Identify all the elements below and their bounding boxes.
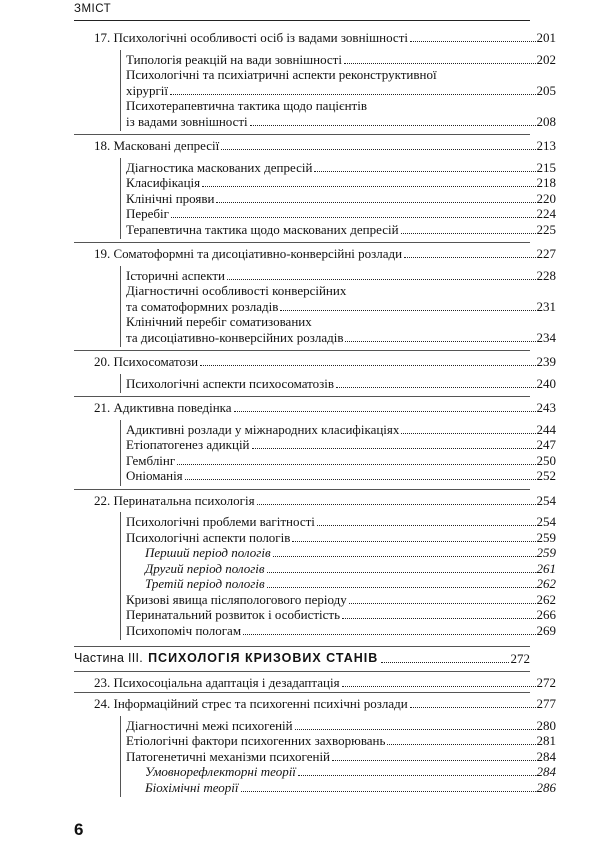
dot-leader: [273, 556, 536, 557]
entry-title: Перинатальний розвиток і особистість: [126, 607, 341, 622]
entry-title: Умовнорефлекторні теорії: [145, 764, 296, 779]
entry-title: Патогенетичні механізми психогеній: [126, 748, 331, 764]
section-entry: [126, 749, 556, 764]
section-entry: [126, 376, 556, 391]
dot-leader: [342, 686, 536, 687]
entry-title: Історичні аспекти: [126, 267, 225, 283]
page-ref: 250: [536, 452, 556, 468]
page-ref: 261: [536, 560, 556, 576]
page-ref: 220: [536, 190, 556, 206]
entry-title: Адиктивні розлади у міжнародних класифікаціях: [126, 421, 400, 437]
dot-leader: [298, 775, 536, 776]
entry-title: Типологія реакцій на вади зовнішності: [126, 51, 342, 67]
chapter-entry: [94, 400, 556, 415]
entry-title: із вадами зовнішності: [126, 113, 248, 129]
section-entry: [126, 191, 556, 206]
entry-title: 22. Перинатальна психологія: [94, 492, 255, 508]
page-ref: 239: [536, 354, 556, 369]
page-ref: 259: [536, 529, 556, 545]
entry-title: 18. Масковані депресії: [94, 138, 220, 153]
section-entry: [126, 718, 556, 733]
section-entry: [126, 607, 556, 622]
page-ref: 284: [536, 764, 556, 779]
separator-line: [74, 489, 530, 490]
entry-title: Психопоміч пологам: [126, 622, 242, 638]
dot-leader: [401, 233, 536, 234]
entry-title: Перебіг: [126, 206, 169, 221]
page-ref: 224: [536, 206, 556, 221]
section-entry: [126, 733, 556, 748]
section-entry: [126, 268, 556, 283]
entry-title-line: Клінічний перебіг соматизованих: [126, 314, 312, 329]
dot-leader: [202, 186, 535, 187]
section-entry: [126, 437, 556, 452]
page-ref: 247: [536, 437, 556, 452]
dot-leader: [177, 464, 535, 465]
separator-line: [74, 692, 530, 693]
section-entry: [126, 514, 556, 529]
dot-leader: [200, 365, 535, 366]
dot-leader: [410, 41, 536, 42]
dot-leader: [410, 707, 536, 708]
page-ref: 284: [536, 748, 556, 764]
dot-leader: [317, 525, 536, 526]
dot-leader: [170, 94, 536, 95]
subsection-entry: [145, 545, 556, 560]
page-ref: 254: [536, 514, 556, 529]
dot-leader: [252, 448, 536, 449]
page-ref: 208: [536, 113, 556, 129]
chapter-entry: [94, 138, 556, 153]
chapter-entry: [94, 696, 556, 711]
header-rule: [74, 20, 530, 21]
entry-title: Клінічні прояви: [126, 190, 215, 206]
entry-bracket-line: [120, 266, 121, 348]
entry-title: та соматоформних розладів: [126, 298, 279, 314]
entry-title: Діагностичні межі психогеній: [126, 717, 293, 733]
section-entry: [126, 592, 556, 607]
section-entry: [126, 623, 556, 638]
section-entry: [126, 453, 556, 468]
separator-line: [74, 134, 530, 135]
entry-title: Терапевтична тактика щодо маскованих депресій: [126, 221, 399, 237]
page-ref: 243: [536, 400, 556, 415]
entry-title-line: Психотерапевтична тактика щодо пацієнтів: [126, 98, 367, 113]
dot-leader: [234, 411, 536, 412]
dot-leader: [267, 572, 536, 573]
section-entry: [126, 83, 556, 98]
dot-leader: [345, 341, 535, 342]
page-ref: 272: [510, 651, 530, 666]
dot-leader: [401, 433, 535, 434]
part-title: ПСИХОЛОГІЯ КРИЗОВИХ СТАНІВ: [148, 651, 379, 665]
section-entry: [126, 299, 556, 314]
dot-leader: [295, 729, 536, 730]
entry-title: 19. Соматоформні та дисоціативно-конверсійні розлади: [94, 246, 403, 261]
entry-title: Другий період пологів: [145, 560, 265, 576]
dot-leader: [257, 504, 536, 505]
subsection-entry: [145, 764, 556, 779]
chapter-entry: [94, 354, 556, 369]
section-entry: [126, 52, 556, 67]
dot-leader: [185, 479, 536, 480]
separator-line: [74, 242, 530, 243]
page-ref: 213: [536, 138, 556, 153]
page-ref: 225: [536, 221, 556, 237]
separator-line: [74, 350, 530, 351]
entry-title: Гемблінг: [126, 452, 176, 468]
part-heading: [74, 651, 530, 666]
dot-leader: [404, 257, 535, 258]
section-entry: [126, 160, 556, 175]
page-ref: 201: [536, 30, 556, 45]
section-entry: [126, 114, 556, 129]
page-ref: 218: [536, 175, 556, 190]
entry-title: Кризові явища післяпологового періоду: [126, 591, 347, 607]
chapter-entry: [94, 30, 556, 45]
entry-bracket-line: [120, 716, 121, 798]
dot-leader: [344, 63, 536, 64]
page-ref: 227: [536, 246, 556, 261]
page-ref: 215: [536, 159, 556, 175]
dot-leader: [332, 760, 535, 761]
subsection-entry: [145, 561, 556, 576]
page-ref: 286: [536, 779, 556, 795]
running-header: ЗМІСТ: [74, 3, 112, 15]
entry-title: та дисоціативно-конверсійних розладів: [126, 329, 344, 345]
entry-title: 23. Психосоціальна адаптація і дезадаптація: [94, 674, 340, 690]
dot-leader: [349, 603, 536, 604]
dot-leader: [336, 387, 535, 388]
entry-title: Діагностика маскованих депресій: [126, 159, 313, 175]
section-entry: [126, 330, 556, 345]
entry-bracket-line: [120, 512, 121, 640]
dot-leader: [243, 634, 535, 635]
entry-bracket-line: [120, 158, 121, 240]
section-entry: [126, 206, 556, 221]
subsection-entry: [145, 576, 556, 591]
dot-leader: [171, 217, 536, 218]
entry-title: Третій період пологів: [145, 576, 265, 591]
entry-title-line: Діагностичні особливості конверсійних: [126, 283, 347, 298]
entry-title: Психологічні аспекти пологів: [126, 529, 291, 545]
dot-leader: [216, 202, 535, 203]
dot-leader: [267, 587, 536, 588]
section-entry: [126, 222, 556, 237]
entry-title: 24. Інформаційний стрес та психогенні психічні розлади: [94, 696, 408, 711]
dot-leader: [227, 279, 536, 280]
page-ref: 252: [536, 468, 556, 483]
chapter-entry: [94, 246, 556, 261]
page-ref: 262: [536, 576, 556, 591]
chapter-entry: [94, 493, 556, 508]
page-ref: 272: [536, 674, 556, 690]
entry-title: 17. Психологічні особливості осіб із вадами зовнішності: [94, 30, 408, 45]
part-label: Частина III.: [74, 651, 144, 665]
entry-title: Перший період пологів: [145, 545, 271, 560]
dot-leader: [280, 310, 535, 311]
dot-leader: [314, 171, 535, 172]
page-number: 6: [74, 820, 84, 839]
page-ref: 262: [536, 591, 556, 607]
chapter-entry: [94, 675, 556, 690]
page-ref: 205: [536, 82, 556, 98]
part-top-rule: [74, 646, 530, 647]
page-ref: 259: [536, 545, 556, 560]
page-ref: 254: [536, 492, 556, 508]
entry-bracket-line: [120, 50, 121, 132]
section-entry: [126, 530, 556, 545]
section-entry: [126, 422, 556, 437]
entry-title: Етіологічні фактори психогенних захворювань: [126, 733, 386, 748]
page-ref: 269: [536, 622, 556, 638]
page-ref: 266: [536, 607, 556, 622]
separator-line: [74, 396, 530, 397]
separator-line: [74, 671, 530, 672]
entry-title: Психологічні проблеми вагітності: [126, 514, 315, 529]
page-ref: 240: [536, 375, 556, 391]
entry-title: Оніоманія: [126, 468, 183, 483]
section-entry: [126, 175, 556, 190]
page-ref: 234: [536, 329, 556, 345]
entry-title: 20. Психосоматози: [94, 354, 199, 369]
entry-title: Психологічні аспекти психосоматозів: [126, 375, 335, 391]
entry-title: Класифікація: [126, 175, 201, 190]
dot-leader: [221, 149, 535, 150]
dot-leader: [292, 541, 535, 542]
dot-leader: [241, 791, 536, 792]
page-ref: 281: [536, 733, 556, 748]
page-ref: 228: [536, 267, 556, 283]
entry-title-line: Психологічні та психіатричні аспекти реконструктивної: [126, 67, 437, 82]
page-ref: 277: [536, 696, 556, 711]
entry-bracket-line: [120, 420, 121, 486]
page-ref: 231: [536, 298, 556, 314]
dot-leader: [381, 662, 508, 663]
entry-title: хірургії: [126, 82, 168, 98]
page-ref: 202: [536, 51, 556, 67]
page-ref: 280: [536, 717, 556, 733]
dot-leader: [387, 744, 535, 745]
entry-title: Біохімічні теорії: [145, 779, 239, 795]
entry-title: 21. Адиктивна поведінка: [94, 400, 232, 415]
entry-bracket-line: [120, 374, 121, 394]
dot-leader: [342, 618, 535, 619]
subsection-entry: [145, 780, 556, 795]
section-entry: [126, 468, 556, 483]
page-ref: 244: [536, 421, 556, 437]
dot-leader: [250, 125, 536, 126]
entry-title: Етіопатогенез адикцій: [126, 437, 250, 452]
